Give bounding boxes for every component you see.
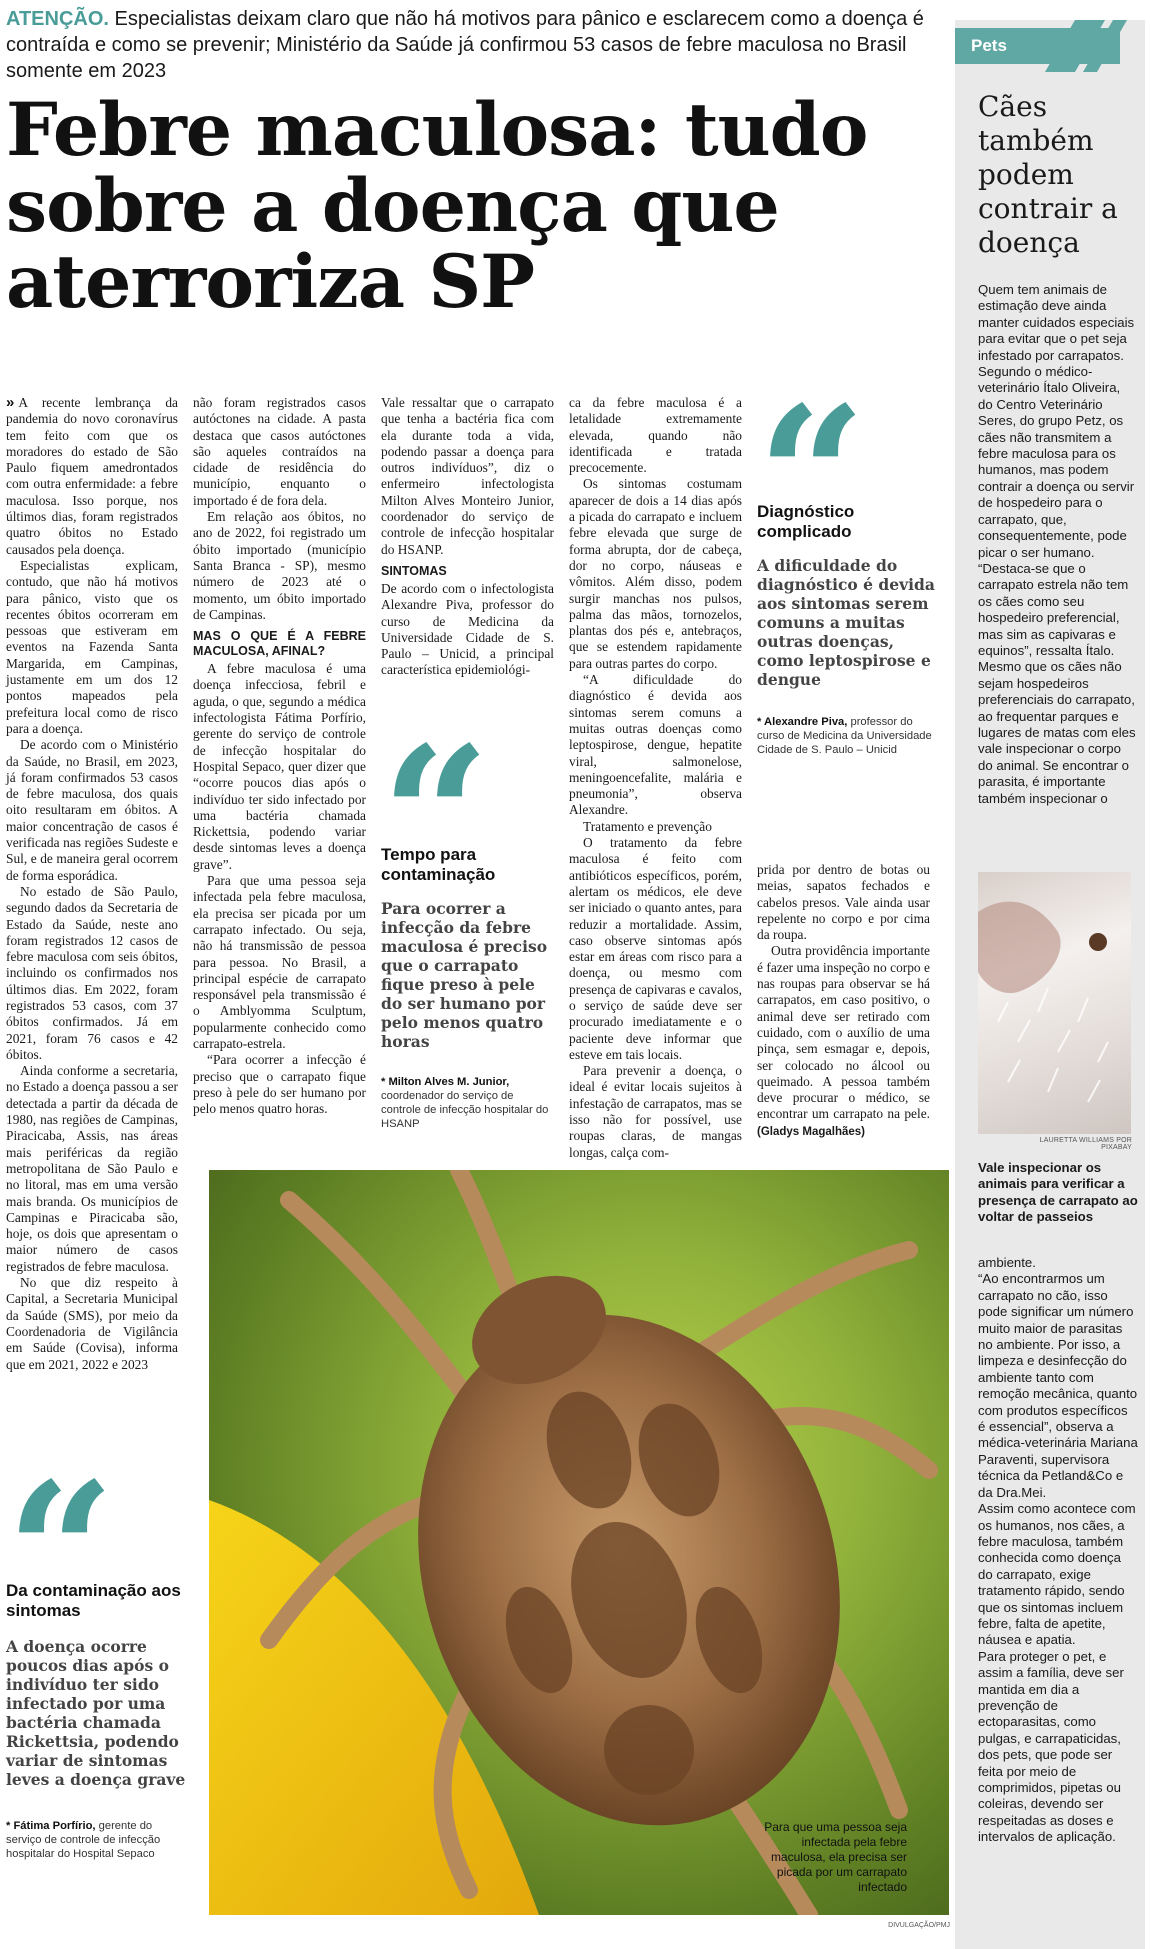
kicker-lead: ATENÇÃO. [6,8,109,30]
paragraph: ambiente. [978,1255,1036,1270]
paragraph: ca da febre maculosa é a letalidade extremamente elevada, quando não identificada e tratada precocemente. [569,395,742,476]
pull-quote-symptoms [6,1478,186,1861]
paragraph: Em relação aos óbitos, no ano de 2022, foi registrado um óbito importado (município Santa Branca - SP), mesmo número de 2023 até o momento, um óbito importado de Campinas. [193,509,366,622]
pull-quote-contamination-time [381,742,551,1131]
paragraph: Outra providência importante é fazer uma inspeção no corpo e nas roupas para observar se há carrapatos, em caso positivo, o animal deve ser retirado com cuidado, com o auxílio de uma pinça, sem esmagar e, depois, ser colocado no álcool ou queimado. A pessoa também deve procurar o médico, se encontrar um carrapato na pele. (Gladys Magalhães) [757,943,930,1138]
pull-quote-diagnosis [757,402,937,757]
paragraph: “Para ocorrer a infecção é preciso que o carrapato fique preso à pele do ser humano por pelo menos quatro horas. [193,1052,366,1117]
article-column-2 [193,395,366,1117]
article-column-5 [757,862,930,1140]
paragraph: O tratamento da febre maculosa é feito com antibióticos específicos, porém, alertam os médicos, ele deve ser iniciado o quanto antes, para reduzir a mortalidade. Assim, caso observe sintomas após estar em áreas com risco para a doença, ou mesmo com presença de capivaras e cavalos, o serviço de saúde deve ser procurado imediatamente e o paciente deve informar que esteve em tais locais. [569,835,742,1062]
paragraph: A febre maculosa é uma doença infecciosa, febril e aguda, o que, segundo a médica infectologista Fátima Porfírio, gerente do serviço de controle de infecção hospitalar do Hospital Sepaco, quer dizer que “ocorre poucos dias após o indivíduo ter sido infectado por uma bactéria chamada Rickettsia, podendo variar desde sintomas leves a doença grave”. [193,661,366,872]
pull-quote-author-name: * Alexandre Piva, [757,716,848,728]
paragraph: Mesmo que os cães não sejam hospedeiros preferenciais do carrapato, ao frequentar parques e lugares de matas com eles vale inspecionar o corpo do animal. Se encontrar o parasita, é importante também inspecionar o [978,659,1136,806]
paragraph: Para proteger o pet, e assim a família, deve ser mantida em dia a prevenção de ectoparasitas, como pulgas, e carrapaticidas, dos pets, que pode ser feita por meio de comprimidos, pipetas ou coleiras, devendo ser respeitadas as doses e intervalos de aplicação. [978,1648,1124,1845]
article-column-1 [6,395,178,1373]
quote-mark-icon [757,402,937,497]
section-subhead: MAS O QUE É A FEBRE MACULOSA, AFINAL? [193,629,366,659]
paragraph: Vale ressaltar que o carrapato que tenha a bactéria fica com ela durante toda a vida, podendo passar a doença para outros indivíduos”, diz o enfermeiro infectologista Milton Alves Monteiro Junior, coordenador do serviço de controle de infecção hospitalar do HSANP. [381,395,554,557]
quote-mark-icon [6,1478,186,1573]
paragraph: Para prevenir a doença, o ideal é evitar locais sujeitos à infestação de carrapatos, mas se isso não for possível, use roupas claras, de mangas longas, calça com- [569,1063,742,1160]
paragraph: Assim como acontece com os humanos, nos cães, a febre maculosa, também conhecida como doença do carrapato, exige tratamento rápido, sendo que os sintomas incluem febre, falta de apetite, náusea e apatia. [978,1501,1136,1648]
paragraph: De acordo com o infectologista Alexandre Piva, professor do curso de Medicina da Universidade Cidade de S. Paulo – Unicid, a principal característica epidemiológi- [381,580,554,678]
paragraph: No que diz respeito à Capital, a Secretaria Municipal da Saúde (SMS), por meio da Coordenadoria de Vigilância em Saúde (Covisa), informa que em 2021, 2022 e 2023 [6,1275,178,1372]
sidebar-photo-credit: LAURETTA WILLIAMS POR PIXABAY [1039,1137,1132,1151]
sidebar-photo-caption: Vale inspecionar os animais para verificar a presença de carrapato ao voltar de passeios [978,1160,1138,1225]
section-tab-pets: Pets [955,28,1120,64]
sidebar-text-bottom [978,1255,1138,1846]
pull-quote-title: Da contaminação aos sintomas [6,1581,181,1620]
pull-quote-text: A dificuldade do diagnóstico é devida aos sintomas serem comuns a muitas outras doenças, como leptospirose e dengue [757,556,935,689]
paragraph: não foram registrados casos autóctones na cidade. A pasta destaca que casos autóctones são aqueles contraídos na cidade de residência do município, enquanto o importado é de fora dela. [193,395,366,508]
chevron-right-icon: » [6,394,15,411]
pull-quote-author-role: gerente do serviço de controle de infecção hospitalar do Hospital Sepaco [6,1820,161,1860]
dog-fur-illustration [978,872,1131,1134]
paragraph: “Ao encontrarmos um carrapato no cão, isso pode significar um número muito maior de parasitas no ambiente. Por isso, a limpeza e desinfecção do ambiente tanto com remoção mecânica, quanto com produtos específicos é essencial”, observa a médica-veterinária Mariana Paraventi, supervisora técnica da Petland&Co e da Dra.Mei. [978,1271,1138,1500]
paragraph: prida por dentro de botas ou meias, sapatos fechados e cabelos presos. Vale ainda usar repelente no corpo e por cima da roupa. [757,862,930,943]
kicker-text: Especialistas deixam claro que não há motivos para pânico e esclarecem como a doença é contraída e como se prevenir; Ministério da Saúde já confirmou 53 casos de febre maculosa no Brasil somente em 2023 [6,8,924,82]
pull-quote-author [381,1075,551,1131]
pull-quote-author-role: coordenador do serviço de controle de infecção hospitalar do HSANP [381,1090,549,1130]
quote-mark-icon [381,742,551,837]
kicker [6,6,951,84]
pull-quote-author-name: * Fátima Porfírio, [6,1820,96,1832]
pull-quote-author-name: * Milton Alves M. Junior, [381,1076,510,1088]
paragraph: Quem tem animais de estimação deve ainda manter cuidados especiais para evitar que o pet seja infestado por carrapatos. Segundo o médico-veterinário Ítalo Oliveira, do Centro Veterinário Seres, do grupo Petz, os cães não transmitem a febre maculosa para os humanos, mas podem contrair a doença ou servir de hospedeiro para o carrapato, que, consequentemente, pode picar o ser humano. “Destaca-se que o carrapato estrela não tem os cães como seu hospedeiro preferencial, mas sim as capivaras e equinos”, ressalta Ítalo. [978,282,1135,658]
pull-quote-author-role: professor do curso de Medicina da Universidade Cidade de S. Paulo – Unicid [757,716,932,756]
tick-photo [209,1170,949,1915]
tick-illustration [209,1170,949,1915]
sidebar-text-top [978,282,1138,807]
paragraph: » A recente lembrança da pandemia do novo coronavírus tem feito com que os moradores do estado de São Paulo fiquem amedrontados com outra enfermidade: a febre maculosa. Isso porque, nos últimos dias, foram registrados quatro óbitos no Estado causados pela doença. [6,394,178,557]
headline: Febre maculosa: tudo sobre a doença que aterroriza SP [6,87,868,325]
paragraph: “A dificuldade do diagnóstico é devida aos sintomas serem comuns a muitas outras doenças como leptospirose, dengue, hepatite viral, salmonelose, meningoencefalite, malária e pneumonia”, observa Alexandre. [569,672,742,818]
paragraph: Ainda conforme a secretaria, no Estado a doença passou a ser detectada a partir da década de 1980, nas regiões de Campinas, Piracicaba, Assis, nas áreas mais periféricas da região metropolitana de São Paulo e no litoral, mas em uma versão mais branda. Os municípios de Campinas e Piracicaba são, hoje, os dois que apresentam o maior número de casos registrados de febre maculosa. [6,1063,178,1274]
pull-quote-title: Tempo para contaminação [381,845,496,884]
article-signature: (Gladys Magalhães) [757,1125,866,1138]
dog-photo [978,872,1131,1134]
paragraph: Para que uma pessoa seja infectada pela febre maculosa, ela precisa ser picada por um carrapato infectado. Ou seja, não há transmissão de pessoa para pessoa. No Brasil, a principal espécie de carrapato responsável pela transmissão é o Amblyomma Sculptum, popularmente conhecido como carrapato-estrela. [193,873,366,1051]
photo-caption: Para que uma pessoa seja infectada pela febre maculosa, ela precisa ser picada por um carrapato infectado [764,1820,907,1894]
photo-credit: DIVULGAÇÃO/PMJ [888,1922,950,1929]
paragraph: No estado de São Paulo, segundo dados da Secretaria de Estado da Saúde, neste ano foram registrados 12 casos de febre maculosa com seis óbitos, incluindo os confirmados nos últimos dias. Em 2022, foram registrados 53 casos, com 37 óbitos confirmados. Já em 2021, foram 76 casos e 42 óbitos. [6,883,178,1062]
paragraph: Especialistas explicam, contudo, que não há motivos para pânico, visto que os recentes óbitos ocorreram em pessoas que estiveram em eventos na Fazenda Santa Margarida, em Campinas, justamente em um dos 12 pontos mapeados pela prefeitura local como de risco para a doença. [6,557,178,736]
paragraph: Tratamento e prevenção [583,818,712,834]
pull-quote-text: Para ocorrer a infecção da febre maculosa é preciso que o carrapato fique preso à pele do ser humano por pelo menos quatro horas [381,899,548,1051]
paragraph: De acordo com o Ministério da Saúde, no Brasil, em 2023, já foram confirmados 53 casos de febre maculosa, dos quais oito resultaram em óbitos. A maior concentração de casos é verificada nas regiões Sudeste e Sul, e de maneira geral ocorrem de forma esporádica. [6,737,178,883]
section-subhead: SINTOMAS [381,563,447,578]
article-column-3 [381,395,554,679]
pull-quote-author [757,715,937,757]
paragraph: Os sintomas costumam aparecer de dois a 14 dias após a picada do carrapato e incluem febre elevada que surge de forma abrupta, dor de cabeça, dor no corpo, náuseas e vômitos. Além disso, podem surgir manchas nos pulsos, palma das mãos, tornozelos, plantas dos pés e, antebraços, que se estendem rapidamente para outras partes do corpo. [569,476,742,671]
article-column-4 [569,395,742,1161]
pull-quote-text: A doença ocorre poucos dias após o indivíduo ter sido infectado por uma bactéria chamada Rickettsia, podendo variar de sintomas leves a doença grave [6,1637,186,1789]
sidebar-title: Cães também podem contrair a doença [978,90,1118,259]
pull-quote-title: Diagnóstico complicado [757,502,855,541]
pull-quote-author [6,1819,186,1861]
